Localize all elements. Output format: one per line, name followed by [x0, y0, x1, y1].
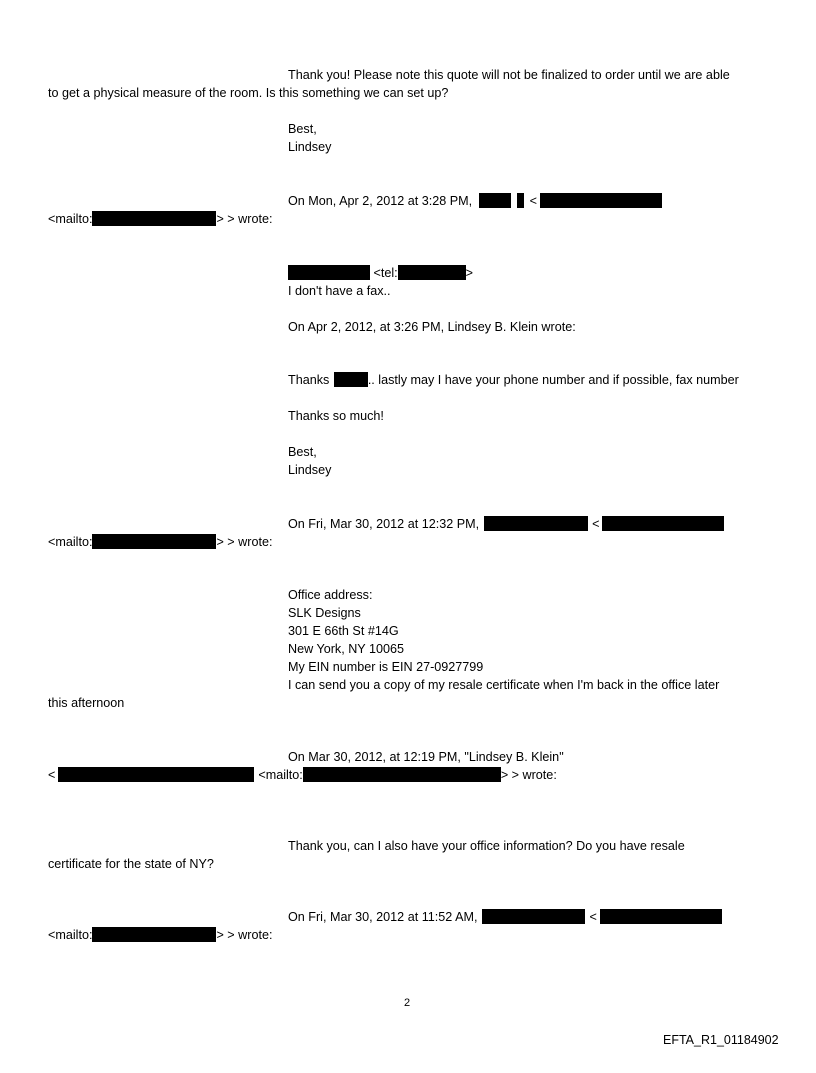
body-line: to get a physical measure of the room. Is this something we can set up?: [48, 86, 449, 100]
body-text: .. lastly may I have your phone number and if possible, fax number: [367, 373, 739, 387]
reply-header-text: On Fri, Mar 30, 2012 at 12:32 PM,: [288, 517, 480, 531]
document-id: EFTA_R1_01184902: [663, 1033, 779, 1047]
reply-header: [288, 908, 722, 926]
body-line: I don't have a fax..: [288, 284, 391, 298]
reply-header: [288, 515, 724, 533]
body-line: My EIN number is EIN 27-0927799: [288, 660, 484, 674]
reply-header: [48, 926, 272, 944]
reply-header: [48, 766, 557, 784]
angle-bracket: <: [529, 194, 537, 208]
signoff: Best,: [288, 445, 317, 459]
mailto-text: <mailto:: [48, 928, 93, 942]
redaction-box: [484, 516, 588, 531]
redaction-box: [92, 534, 216, 549]
angle-bracket: >: [465, 266, 474, 280]
phone-line: [288, 264, 473, 282]
body-line: 301 E 66th St #14G: [288, 624, 399, 638]
reply-header: On Mar 30, 2012, at 12:19 PM, "Lindsey B. Klein": [288, 750, 564, 764]
wrote-text: > > wrote:: [216, 212, 273, 226]
body-line: this afternoon: [48, 696, 125, 710]
redaction-box: [334, 372, 368, 387]
signature-name: Lindsey: [288, 463, 332, 477]
wrote-text: > > wrote:: [216, 928, 273, 942]
body-line: Thank you! Please note this quote will not be finalized to order until we are able: [288, 68, 730, 82]
body-line: Thanks so much!: [288, 409, 384, 423]
angle-bracket: <: [592, 517, 600, 531]
body-line: SLK Designs: [288, 606, 361, 620]
redaction-box: [58, 767, 254, 782]
redaction-box: [517, 193, 524, 208]
body-line: New York, NY 10065: [288, 642, 404, 656]
redaction-box: [479, 193, 511, 208]
angle-bracket: <: [48, 768, 56, 782]
body-line: I can send you a copy of my resale certificate when I'm back in the office later: [288, 678, 720, 692]
reply-header: [48, 533, 272, 551]
redaction-box: [288, 265, 370, 280]
reply-header: [48, 210, 272, 228]
angle-bracket: <: [589, 910, 597, 924]
mailto-text: <mailto:: [48, 535, 93, 549]
body-text: Thanks: [288, 373, 330, 387]
body-line: Thank you, can I also have your office information? Do you have resale: [288, 839, 685, 853]
reply-header-text: On Fri, Mar 30, 2012 at 11:52 AM,: [288, 910, 478, 924]
page-number: 2: [404, 997, 411, 1009]
redaction-box: [92, 927, 216, 942]
body-line: [288, 371, 739, 389]
wrote-text: > > wrote:: [500, 768, 557, 782]
signoff: Best,: [288, 122, 317, 136]
reply-header-text: On Mon, Apr 2, 2012 at 3:28 PM,: [288, 194, 473, 208]
redaction-box: [482, 909, 585, 924]
mailto-text: <mailto:: [48, 212, 93, 226]
redaction-box: [600, 909, 722, 924]
redaction-box: [602, 516, 724, 531]
reply-header: On Apr 2, 2012, at 3:26 PM, Lindsey B. Klein wrote:: [288, 320, 576, 334]
body-line: certificate for the state of NY?: [48, 857, 214, 871]
mailto-text: <mailto:: [258, 768, 303, 782]
body-line: Office address:: [288, 588, 373, 602]
redaction-box: [540, 193, 662, 208]
redaction-box: [92, 211, 216, 226]
redaction-box: [303, 767, 501, 782]
wrote-text: > > wrote:: [216, 535, 273, 549]
tel-text: <tel:: [373, 266, 398, 280]
redaction-box: [398, 265, 466, 280]
reply-header: [288, 192, 662, 210]
signature-name: Lindsey: [288, 140, 332, 154]
